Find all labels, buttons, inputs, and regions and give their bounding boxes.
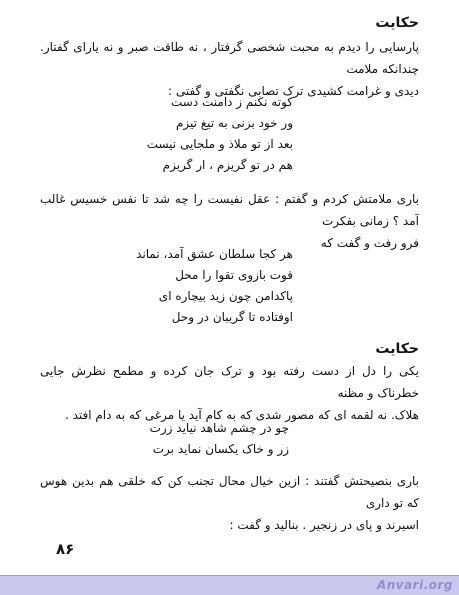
verse-line: هر کجا سلطان عشق آمد، نماند (136, 247, 293, 261)
verse-block (93, 244, 293, 328)
text-line: اسیرند و پای در زنجیر . بنالید و گفت : (229, 518, 419, 532)
verse-line: ور خود بزنی به تیغ تیزم (175, 116, 293, 130)
verse-line: اوفتاده تا گریبان در وحل (171, 310, 293, 324)
verse-block (93, 92, 293, 176)
verse-line: هم در تو گریزم ، ار گریزم (162, 158, 293, 172)
text-line: پارسایی را دیدم به محبت شخصی گرفتار ، نه طاقت صبر و نه یارای گفتار. چندانکه ملامت (40, 40, 419, 76)
paragraph (40, 360, 419, 426)
verse-line: قوت بازوی تقوا را محل (175, 268, 293, 282)
section-heading: حکایت (375, 341, 419, 357)
footer-bar (0, 575, 459, 595)
text-line: باری بنصیحتش گفتند : ازین خیال محال تجنب کن که خلقی هم بدین هوس که تو داری (40, 474, 419, 510)
text-line: فرو رفت و گفت که (320, 236, 419, 250)
verse-line: کوته نکنم ز دامنت دست (170, 95, 293, 109)
page-number: ۸۶ (56, 540, 75, 558)
text-line: باری ملامتش کردم و گفتم : عقل نفیست را چه شد تا نفس خسیس غالب آمد ؟ زمانی بفکرت (40, 192, 419, 228)
paragraph (40, 470, 419, 536)
verse-line: بعد از تو ملاذ و ملجایی نیست (146, 137, 293, 151)
verse-line: زر و خاک یکسان نماید برت (152, 442, 289, 456)
text-line: یکی را دل از دست رفته بود و ترک جان کرده و مطمح نظرش جایی خطرناک و مظنه (40, 364, 419, 400)
verse-block (89, 418, 289, 460)
watermark: Anvari.org (376, 578, 453, 592)
verse-line: پاکدامن چون زید بیچاره ای (158, 289, 293, 303)
section-heading: حکایت (375, 15, 419, 31)
text-line: دیدی و غرامت کشیدی ترک تصابی نگفتی و گفتی : (167, 84, 419, 98)
verse-line: چو در چشم شاهد نیاید زرت (149, 421, 289, 435)
text-line: هلاک. نه لقمه ای که مصور شدی که به کام آید یا مرغی که به دام افتد . (64, 408, 419, 422)
